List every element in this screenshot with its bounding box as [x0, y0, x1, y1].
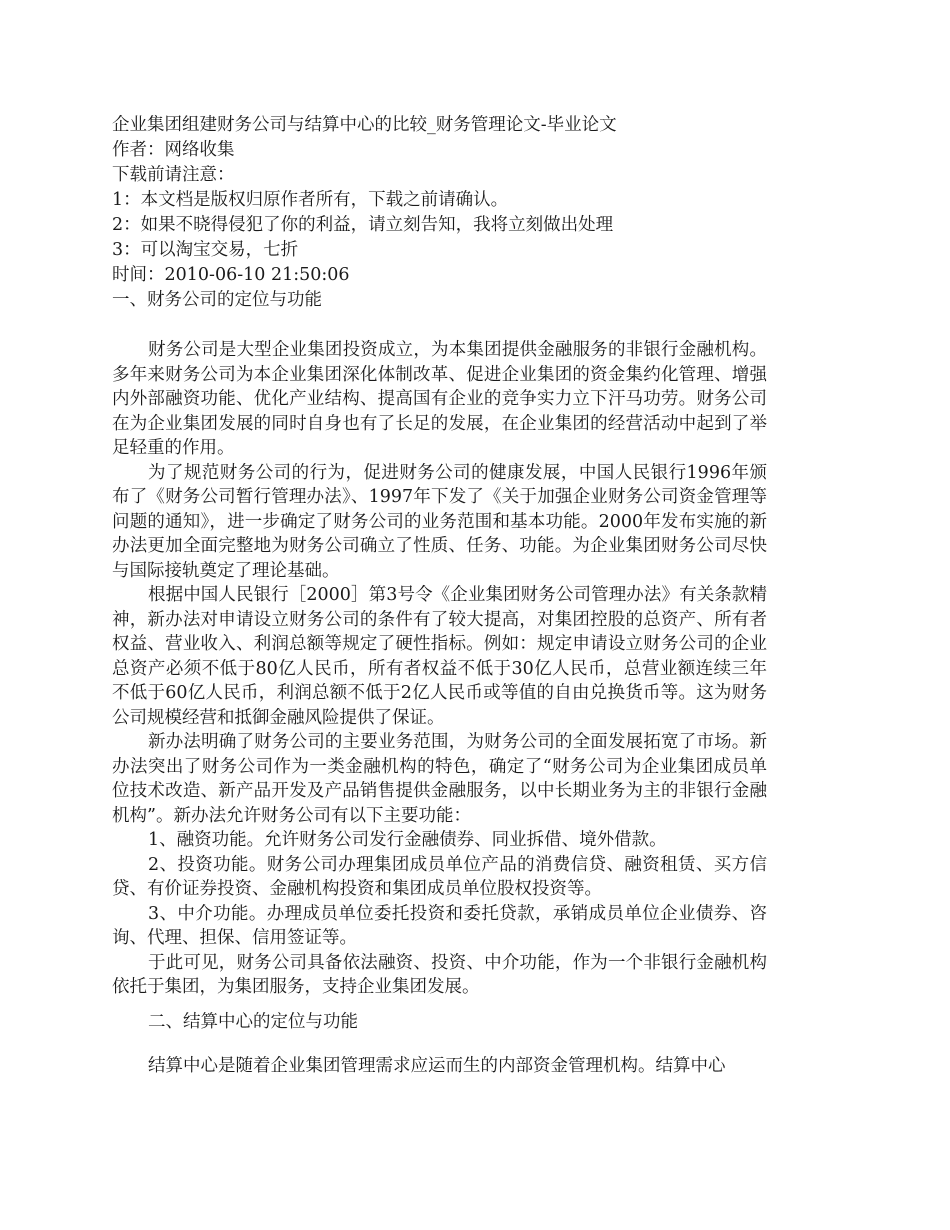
- notice-item-2: 2：如果不晓得侵犯了你的利益，请立刻告知，我将立刻做出处理: [112, 215, 614, 235]
- spacer: [112, 313, 950, 338]
- list-item: 1、融资功能。允许财务公司发行金融债券、同业拆借、境外借款。: [148, 830, 667, 850]
- spacer: [112, 1044, 950, 1054]
- list-item: 3、中介功能。办理成员单位委托投资和委托贷款，承销成员单位企业债券、咨询、代理、担保、信用签证等。: [112, 903, 767, 948]
- notice-item-1: 1：本文档是版权归原作者所有，下载之前请确认。: [112, 190, 509, 210]
- spacer: [112, 1000, 950, 1010]
- paragraph: 根据中国人民银行［2000］第3号令《企业集团财务公司管理办法》有关条款精神，新办法对申请设立财务公司的条件有了较大提高，对集团控股的总资产、所有者权益、营业收入、利润总额等规定了硬性指标。例如：规定申请设立财务公司的企业总资产必须不低于80亿人民币，所有者权益不低于30亿人民币，总营业额连续三年不低于60亿人民币，利润总额不低于2亿人民币或等值的自由兑换货币等。这为财务公司规模经营和抵御金融风险提供了保证。: [112, 585, 767, 728]
- paragraph: 结算中心是随着企业集团管理需求应运而生的内部资金管理机构。结算中心: [148, 1056, 726, 1076]
- notice-item-3: 3：可以淘宝交易，七折: [112, 240, 299, 260]
- paragraph: 新办法明确了财务公司的主要业务范围，为财务公司的全面发展拓宽了市场。新办法突出了财务公司作为一类金融机构的特色，确定了“财务公司为企业集团成员单位技术改造、新产品开发及产品销售提供金融服务，以中长期业务为主的非银行金融机构”。新办法允许财务公司有以下主要功能：: [112, 732, 767, 826]
- author-line: 作者：网络收集: [112, 140, 235, 160]
- paragraph: 为了规范财务公司的行为，促进财务公司的健康发展，中国人民银行1996年颁布了《财务公司暂行管理办法》、1997年下发了《关于加强企业财务公司资金管理等问题的通知》，进一步确定了财务公司的业务范围和基本功能。2000年发布实施的新办法更加全面完整地为财务公司确立了性质、任务、功能。为企业集团财务公司尽快与国际接轨奠定了理论基础。: [112, 462, 767, 581]
- section-1-title: 一、财务公司的定位与功能: [112, 290, 322, 310]
- spacer: [112, 1034, 950, 1044]
- timestamp: 时间：2010-06-10 21:50:06: [112, 265, 350, 285]
- notice-title: 下载前请注意：: [112, 165, 235, 185]
- document-title: 企业集团组建财务公司与结算中心的比较_财务管理论文-毕业论文: [112, 115, 617, 135]
- list-item: 2、投资功能。财务公司办理集团成员单位产品的消费信贷、融资租赁、买方信贷、有价证券投资、金融机构投资和集团成员单位股权投资等。: [112, 854, 767, 899]
- section-2-title: 二、结算中心的定位与功能: [148, 1011, 358, 1032]
- paragraph: 财务公司是大型企业集团投资成立，为本集团提供金融服务的非银行金融机构。多年来财务公司为本企业集团深化体制改革、促进企业集团的资金集约化管理、增强内外部融资功能、优化产业结构、提高国有企业的竞争实力立下汗马功劳。财务公司在为企业集团发展的同时自身也有了长足的发展，在企业集团的经营活动中起到了举足轻重的作用。: [112, 340, 767, 458]
- paragraph: 于此可见，财务公司具备依法融资、投资、中介功能，作为一个非银行金融机构依托于集团，为集团服务，支持企业集团发展。: [112, 952, 767, 997]
